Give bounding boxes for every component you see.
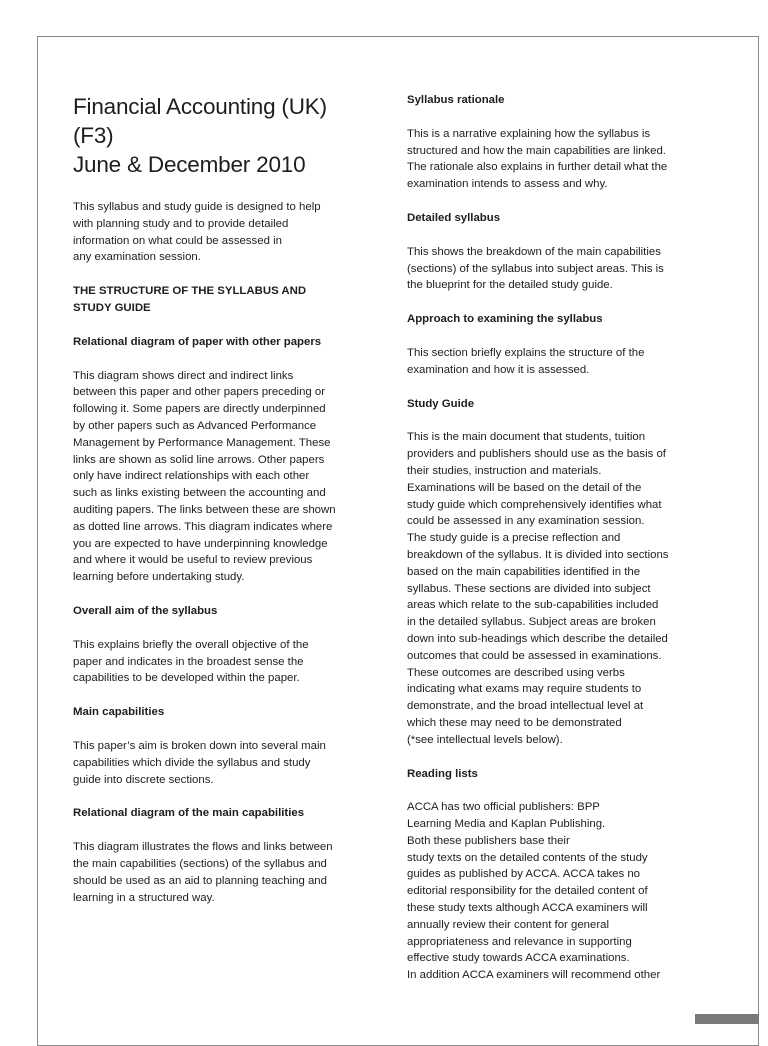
page-footer-bar (695, 1014, 759, 1024)
study-guide-heading: Study Guide (407, 397, 475, 410)
text-line: This is a narrative explaining how the syllabus is (407, 127, 651, 140)
text-line: guide into discrete sections. (73, 773, 214, 786)
text-line: This diagram shows direct and indirect links (73, 369, 294, 382)
text-line: This shows the breakdown of the main capabilities (407, 245, 661, 258)
text-line: by other papers such as Advanced Performance (73, 419, 317, 432)
text-line: Both these publishers base their (407, 834, 570, 847)
text-line: you are expected to have underpinning knowledge (73, 537, 328, 550)
text-line: the main capabilities (sections) of the syllabus and (73, 857, 327, 870)
title-line-2: (F3) (73, 123, 114, 148)
relational-main-capabilities-body (73, 839, 365, 906)
text-line: (*see intellectual levels below). (407, 733, 563, 746)
text-line: could be assessed in any examination session. (407, 515, 645, 528)
text-line: capabilities to be developed within the paper. (73, 672, 300, 685)
detailed-syllabus-heading: Detailed syllabus (407, 211, 501, 224)
text-line: learning before undertaking study. (73, 571, 245, 584)
study-guide-body (407, 429, 697, 748)
text-line: and where it would be useful to review previous (73, 554, 313, 567)
text-line: based on the main capabilities identified in the (407, 565, 641, 578)
text-line: indicating what exams may require students to (407, 683, 642, 696)
text-line: between this paper and other papers preceding or (73, 386, 326, 399)
relational-main-capabilities-heading: Relational diagram of the main capabilities (73, 807, 305, 820)
text-line: syllabus. These sections are divided into subject (407, 582, 651, 595)
text-line: Examinations will be based on the detail of the (407, 481, 642, 494)
text-line: capabilities which divide the syllabus and study (73, 756, 311, 769)
text-line: STUDY GUIDE (73, 301, 151, 314)
relational-diagram-body (73, 368, 365, 586)
reading-lists-body (407, 799, 697, 984)
text-line: This is the main document that students, tuition (407, 431, 646, 444)
text-line: in the detailed syllabus. Subject areas are broken (407, 616, 656, 629)
text-line: study texts on the detailed contents of the study (407, 851, 648, 864)
text-line: areas which relate to the sub-capabilities included (407, 599, 659, 612)
relational-diagram-heading: Relational diagram of paper with other papers (73, 335, 322, 348)
text-line: as dotted line arrows. This diagram indicates where (73, 520, 333, 533)
text-line: which these may need to be demonstrated (407, 716, 622, 729)
text-line: ACCA has two official publishers: BPP (407, 801, 600, 814)
text-line: Management by Performance Management. These (73, 436, 331, 449)
overall-aim-heading: Overall aim of the syllabus (73, 604, 218, 617)
text-line: the blueprint for the detailed study guide. (407, 279, 613, 292)
text-line: down into sub-headings which describe the detailed (407, 632, 668, 645)
text-line: These outcomes are described using verbs (407, 666, 625, 679)
text-line: (sections) of the syllabus into subject areas. This is (407, 262, 664, 275)
text-line: should be used as an aid to planning teaching and (73, 874, 327, 887)
text-line: This diagram illustrates the flows and links between (73, 841, 333, 854)
text-line: auditing papers. The links between these are shown (73, 503, 336, 516)
text-line: appropriateness and relevance in supporting (407, 935, 632, 948)
text-line: examination and how it is assessed. (407, 363, 590, 376)
text-line: such as links existing between the accounting and (73, 487, 326, 500)
text-line: learning in a structured way. (73, 891, 215, 904)
right-column (407, 92, 697, 984)
reading-lists-heading: Reading lists (407, 767, 478, 780)
text-line: study guide which comprehensively identifies what (407, 498, 662, 511)
text-line: effective study towards ACCA examinations. (407, 952, 630, 965)
detailed-syllabus-body (407, 244, 697, 294)
intro-paragraph (73, 199, 365, 266)
text-line: editorial responsibility for the detailed content of (407, 885, 648, 898)
text-line: breakdown of the syllabus. It is divided into sections (407, 548, 669, 561)
text-line: outcomes that could be assessed in examinations. (407, 649, 662, 662)
text-line: THE STRUCTURE OF THE SYLLABUS AND (73, 285, 307, 298)
text-line: The rationale also explains in further detail what the (407, 161, 668, 174)
text-line: This paper’s aim is broken down into several main (73, 739, 326, 752)
overall-aim-body (73, 637, 365, 687)
text-line: information on what could be assessed in (73, 234, 282, 247)
text-line: these study texts although ACCA examiners will (407, 902, 648, 915)
main-capabilities-heading: Main capabilities (73, 706, 165, 719)
text-line: This explains briefly the overall objective of the (73, 638, 309, 651)
approach-heading: Approach to examining the syllabus (407, 313, 603, 326)
text-line: their studies, instruction and materials. (407, 464, 602, 477)
text-line: links are shown as solid line arrows. Other papers (73, 453, 325, 466)
text-line: The study guide is a precise reflection and (407, 532, 621, 545)
text-line: only have indirect relationships with each other (73, 470, 310, 483)
text-line: with planning study and to provide detailed (73, 217, 289, 230)
text-line: paper and indicates in the broadest sense the (73, 655, 304, 668)
text-line: demonstrate, and the broad intellectual level at (407, 700, 644, 713)
title-line-1: Financial Accounting (UK) (73, 94, 327, 119)
main-capabilities-body (73, 738, 365, 788)
syllabus-rationale-heading: Syllabus rationale (407, 94, 505, 106)
left-column (73, 92, 365, 906)
text-line: guides as published by ACCA. ACCA takes no (407, 868, 641, 881)
document-title (73, 92, 365, 179)
text-line: structured and how the main capabilities are linked. (407, 144, 666, 157)
text-line: This section briefly explains the structure of the (407, 346, 645, 359)
text-line: providers and publishers should use as the basis of (407, 448, 666, 461)
syllabus-rationale-body (407, 126, 697, 193)
structure-heading (73, 283, 365, 317)
title-line-3: June & December 2010 (73, 152, 306, 177)
text-line: In addition ACCA examiners will recommend other (407, 969, 661, 982)
text-line: This syllabus and study guide is designed to help (73, 201, 321, 213)
text-line: Learning Media and Kaplan Publishing. (407, 818, 606, 831)
text-line: following it. Some papers are directly underpinned (73, 403, 326, 416)
approach-body (407, 345, 697, 379)
text-line: examination intends to assess and why. (407, 178, 608, 191)
text-line: any examination session. (73, 251, 201, 264)
text-line: annually review their content for general (407, 918, 609, 931)
